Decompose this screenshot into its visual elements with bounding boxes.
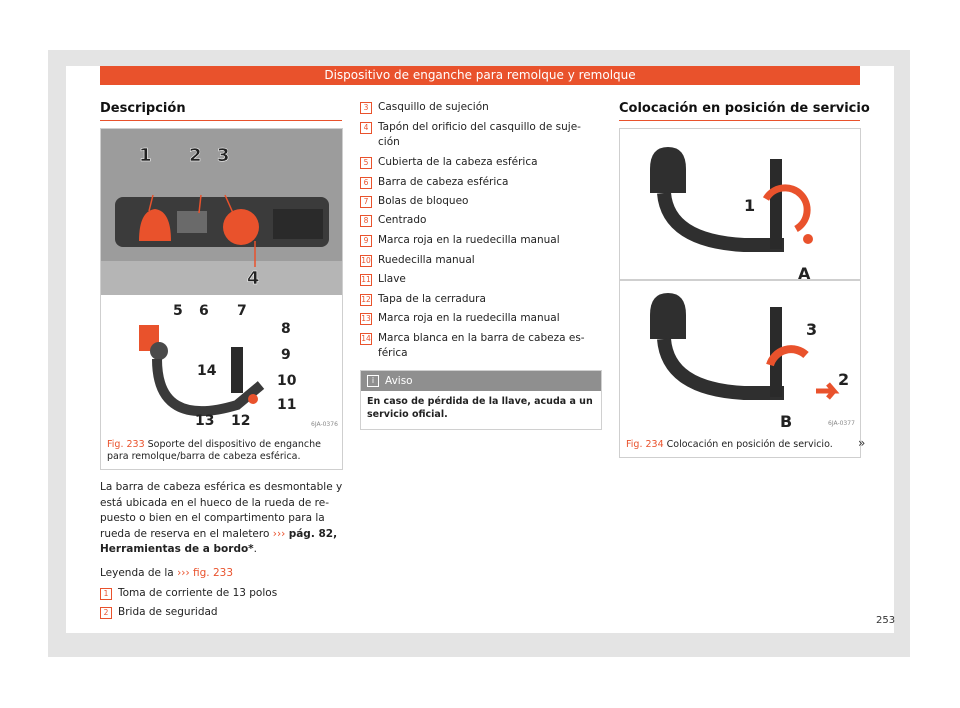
figure-234-illustration — [620, 129, 860, 429]
list-item — [100, 605, 344, 621]
list-item — [360, 253, 600, 269]
item-text: Brida de seguridad — [118, 606, 218, 618]
item-text: Tapa de la cerradura — [378, 293, 486, 305]
item-number: 2 — [100, 607, 112, 619]
panel-divider — [620, 279, 860, 281]
lock-body — [231, 347, 243, 393]
caption-label: Fig. 234 — [626, 439, 664, 450]
item-text: Cubierta de la cabeza esférica — [378, 156, 538, 168]
list-item — [360, 233, 600, 249]
callout-3: 3 — [217, 145, 230, 166]
item-number: 8 — [360, 215, 372, 227]
callout-1: 1 — [139, 145, 152, 166]
item-number: 12 — [361, 295, 371, 304]
callout-10: 10 — [277, 373, 297, 389]
bumper-lower — [101, 261, 342, 295]
caption-text: Colocación en posición de servicio. — [666, 439, 833, 450]
item-number: 1 — [100, 588, 112, 600]
aviso-title: Aviso — [385, 375, 413, 387]
legend-arrow: ››› — [177, 567, 190, 579]
callout-3: 3 — [806, 320, 818, 339]
item-number: 7 — [360, 196, 372, 208]
list-item — [360, 120, 600, 152]
item-text: Casquillo de sujeción — [378, 101, 489, 113]
key — [248, 394, 258, 404]
callout-2: 2 — [189, 145, 202, 166]
list-item — [360, 100, 600, 116]
legend-link[interactable]: fig. 233 — [193, 567, 234, 579]
list-item — [360, 213, 600, 229]
callout-14: 14 — [197, 363, 217, 379]
callout-12: 12 — [231, 413, 251, 429]
photo-id: 6JA-0377 — [828, 420, 855, 427]
item-number: 4 — [360, 122, 372, 134]
callout-B: B — [780, 412, 793, 429]
callout-13: 13 — [195, 413, 215, 429]
ball-head — [150, 342, 168, 360]
ball-head-bottom — [650, 293, 686, 339]
item-text: Toma de corriente de 13 polos — [118, 587, 278, 599]
callout-4: 4 — [247, 268, 260, 289]
list-item — [360, 194, 600, 210]
item-number: 9 — [360, 235, 372, 247]
para-link[interactable]: pág. 82, Herramientas de a bordo* — [100, 527, 338, 555]
heading-rule — [619, 120, 860, 121]
item-number: 3 — [360, 102, 372, 114]
red-knob — [803, 234, 813, 244]
list-item — [360, 272, 600, 288]
item-text: Marca roja en la ruedecilla manual — [378, 234, 560, 246]
chapter-header: Dispositivo de enganche para remolque y remolque — [100, 66, 860, 85]
item-text: Tapón del orificio del casquillo de suje-ción — [378, 121, 581, 148]
item-text: Marca blanca en la barra de cabeza es-férica — [378, 332, 585, 359]
list-item — [360, 155, 600, 171]
section-heading-descripcion: Descripción — [100, 101, 186, 116]
item-text: Llave — [378, 273, 406, 285]
figure-233-illustration — [101, 129, 342, 429]
intro-paragraph — [100, 480, 344, 558]
callout-7: 7 — [237, 303, 247, 319]
continue-mark: » — [858, 436, 866, 450]
heading-rule — [100, 120, 342, 121]
callout-2: 2 — [838, 370, 850, 389]
mount-top — [770, 159, 782, 249]
item-number: 11 — [361, 275, 371, 284]
callout-A: A — [798, 264, 811, 283]
item-number: 10 — [361, 256, 371, 265]
figure-234 — [619, 128, 861, 458]
item-text: Ruedecilla manual — [378, 254, 475, 266]
photo-id: 6JA-0376 — [311, 421, 338, 428]
page-number: 253 — [876, 615, 896, 626]
callout-9: 9 — [281, 347, 291, 363]
cap-plug — [223, 209, 259, 245]
list-item — [100, 586, 344, 602]
item-number: 13 — [361, 314, 371, 323]
para-end: . — [253, 543, 258, 555]
callout-8: 8 — [281, 321, 291, 337]
item-number: 14 — [361, 334, 371, 343]
item-text: Marca roja en la ruedecilla manual — [378, 312, 560, 324]
callout-6: 6 — [199, 303, 209, 319]
item-number: 6 — [360, 177, 372, 189]
legend-prefix: Leyenda de la — [100, 567, 174, 579]
list-item — [360, 331, 600, 363]
list-item — [360, 311, 600, 327]
section-heading-colocacion: Colocación en posición de servicio — [619, 101, 870, 116]
list-item — [360, 175, 600, 191]
callout-11: 11 — [277, 397, 297, 413]
mount-block — [273, 209, 323, 239]
item-text: Bolas de bloqueo — [378, 195, 469, 207]
callout-5: 5 — [173, 303, 183, 319]
aviso-box — [360, 370, 602, 430]
bracket — [177, 211, 207, 233]
item-text: Centrado — [378, 214, 427, 226]
figure-234-caption — [626, 439, 856, 451]
figure-233 — [100, 128, 343, 470]
para-arrow: ››› — [272, 527, 286, 540]
list-item — [360, 292, 600, 308]
legend-line — [100, 566, 344, 582]
caption-text: Soporte del dispositivo de enganche para remolque/barra de cabeza esférica. — [107, 439, 321, 462]
figure-233-caption — [107, 439, 337, 463]
caption-label: Fig. 233 — [107, 439, 145, 450]
ball-head-top — [650, 147, 686, 193]
item-text: Barra de cabeza esférica — [378, 176, 509, 188]
aviso-header — [361, 371, 601, 391]
item-number: 5 — [360, 157, 372, 169]
info-icon: i — [367, 375, 379, 387]
aviso-text: En caso de pérdida de la llave, acuda a un servicio oficial. — [367, 396, 593, 420]
para-text: La barra de cabeza esférica es desmontable y está ubicada en el hueco de la rueda de re-puesto o bien en el compartimento para la rueda de reserva en el maletero — [100, 481, 343, 540]
callout-1: 1 — [744, 196, 756, 215]
